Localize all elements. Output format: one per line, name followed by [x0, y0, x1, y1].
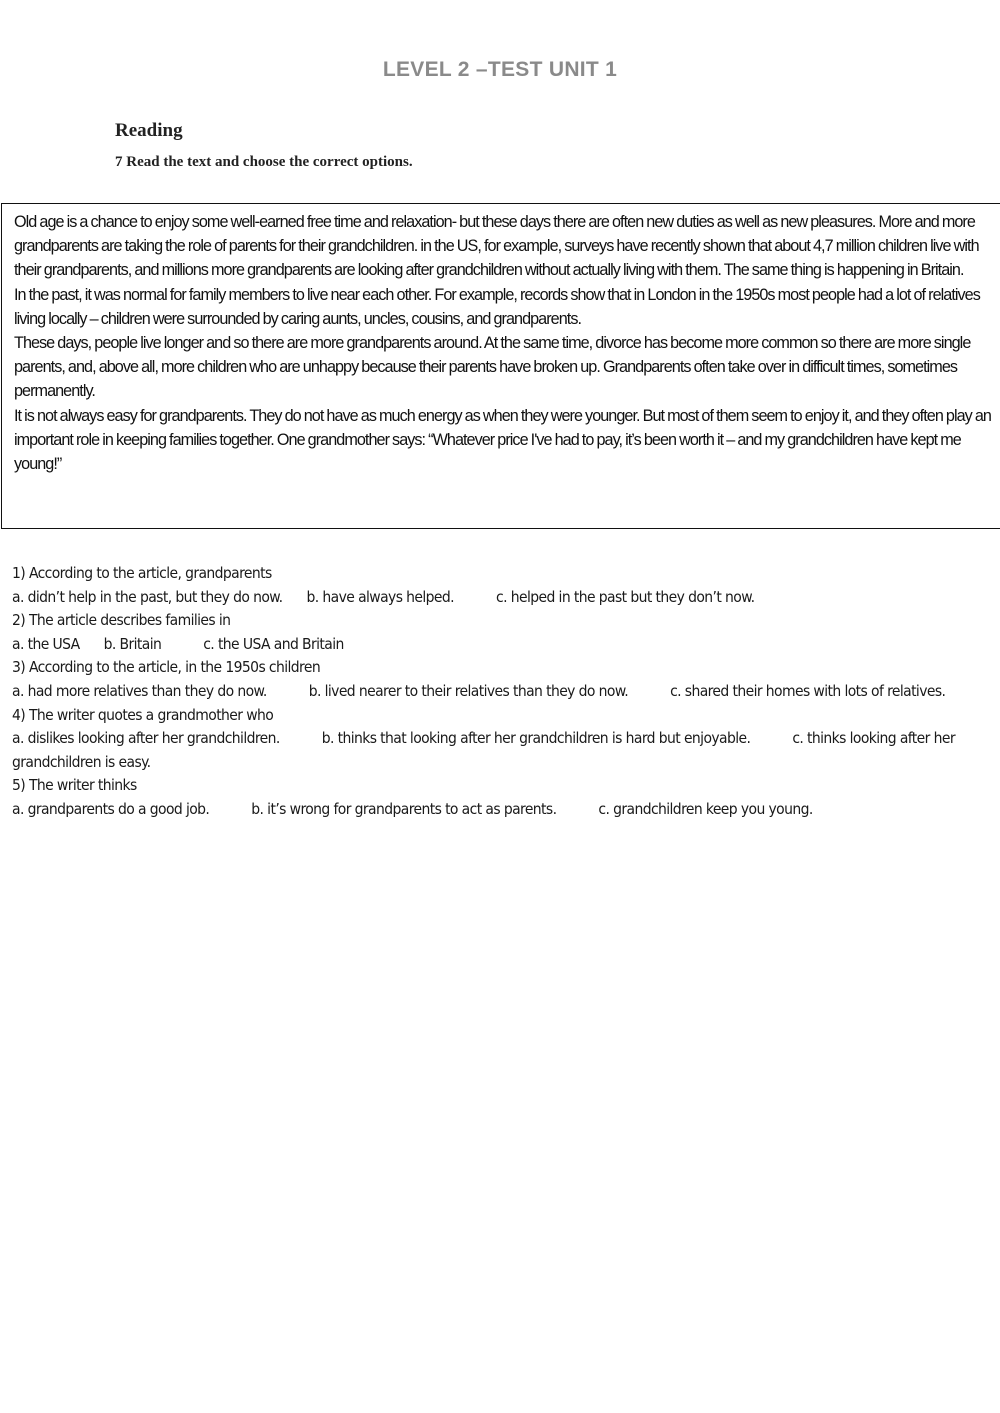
question-5 — [12, 774, 982, 821]
option-c[interactable]: c. grandchildren keep you young. — [598, 799, 813, 818]
question-4 — [12, 704, 982, 775]
reading-paragraph: In the past, it was normal for family members to live near each other. For example, records show that in London in the 1950s most people had a lot of relatives living locally – children were surrounded by caring aunts, uncles, cousins, and grandparents. — [14, 285, 980, 328]
question-options — [12, 680, 982, 704]
option-c[interactable]: c. helped in the past but they don’t now. — [496, 587, 755, 606]
option-b[interactable]: b. have always helped. — [306, 587, 454, 606]
reading-text-box — [1, 203, 1000, 529]
section-heading: Reading — [115, 120, 183, 141]
option-a[interactable]: a. dislikes looking after her grandchildren. — [12, 729, 280, 748]
option-b[interactable]: b. Britain — [103, 634, 162, 653]
option-a[interactable]: a. didn’t help in the past, but they do now. — [12, 587, 283, 606]
question-options — [12, 798, 982, 822]
questions-list — [12, 562, 982, 822]
question-stem: 3) According to the article, in the 1950s children — [12, 658, 321, 677]
option-c[interactable]: c. the USA and Britain — [203, 634, 344, 653]
question-1 — [12, 562, 982, 609]
question-options — [12, 633, 982, 657]
option-a[interactable]: a. grandparents do a good job. — [12, 799, 210, 818]
option-a[interactable]: a. the USA — [12, 634, 80, 653]
option-b[interactable]: b. thinks that looking after her grandchildren is hard but enjoyable. — [321, 729, 751, 748]
question-stem: 4) The writer quotes a grandmother who — [12, 705, 274, 724]
reading-paragraph: These days, people live longer and so there are more grandparents around. At the same time, divorce has become more common so there are more single parents, and, above all, more children who are unhappy because their parents have broken up. Grandparents often take over in difficult times, sometimes permanently. — [14, 334, 971, 401]
question-3 — [12, 656, 982, 703]
option-b[interactable]: b. it’s wrong for grandparents to act as parents. — [251, 799, 557, 818]
option-c[interactable]: c. thinks looking after her grandchildren is easy. — [12, 729, 955, 771]
exercise-instruction: 7 Read the text and choose the correct options. — [115, 154, 413, 170]
reading-paragraph: Old age is a chance to enjoy some well-earned free time and relaxation- but these days there are often new duties as well as new pleasures. More and more grandparents are taking the role of parents for their grandchildren. in the US, for example, surveys have recently shown that about 4,7 million children live with their grandparents, and millions more grandparents are looking after grandchildren without actually living with them. The same thing is happening in Britain. — [14, 213, 979, 280]
question-options — [12, 727, 982, 774]
reading-paragraph: It is not always easy for grandparents. They do not have as much energy as when they were younger. But most of them seem to enjoy it, and they often play an important role in keeping families together. One grandmother says: “Whatever price I've had to pay, it’s been worth it – and my grandchildren have kept me young!” — [14, 406, 991, 474]
option-b[interactable]: b. lived nearer to their relatives than they do now. — [308, 681, 629, 700]
question-stem: 5) The writer thinks — [12, 776, 137, 795]
question-2 — [12, 609, 982, 656]
option-c[interactable]: c. shared their homes with lots of relatives. — [670, 681, 946, 700]
question-options — [12, 586, 982, 610]
question-stem: 1) According to the article, grandparents — [12, 564, 272, 582]
option-a[interactable]: a. had more relatives than they do now. — [12, 681, 267, 700]
page-title: LEVEL 2 –TEST UNIT 1 — [382, 58, 618, 81]
question-stem: 2) The article describes families in — [12, 611, 231, 630]
